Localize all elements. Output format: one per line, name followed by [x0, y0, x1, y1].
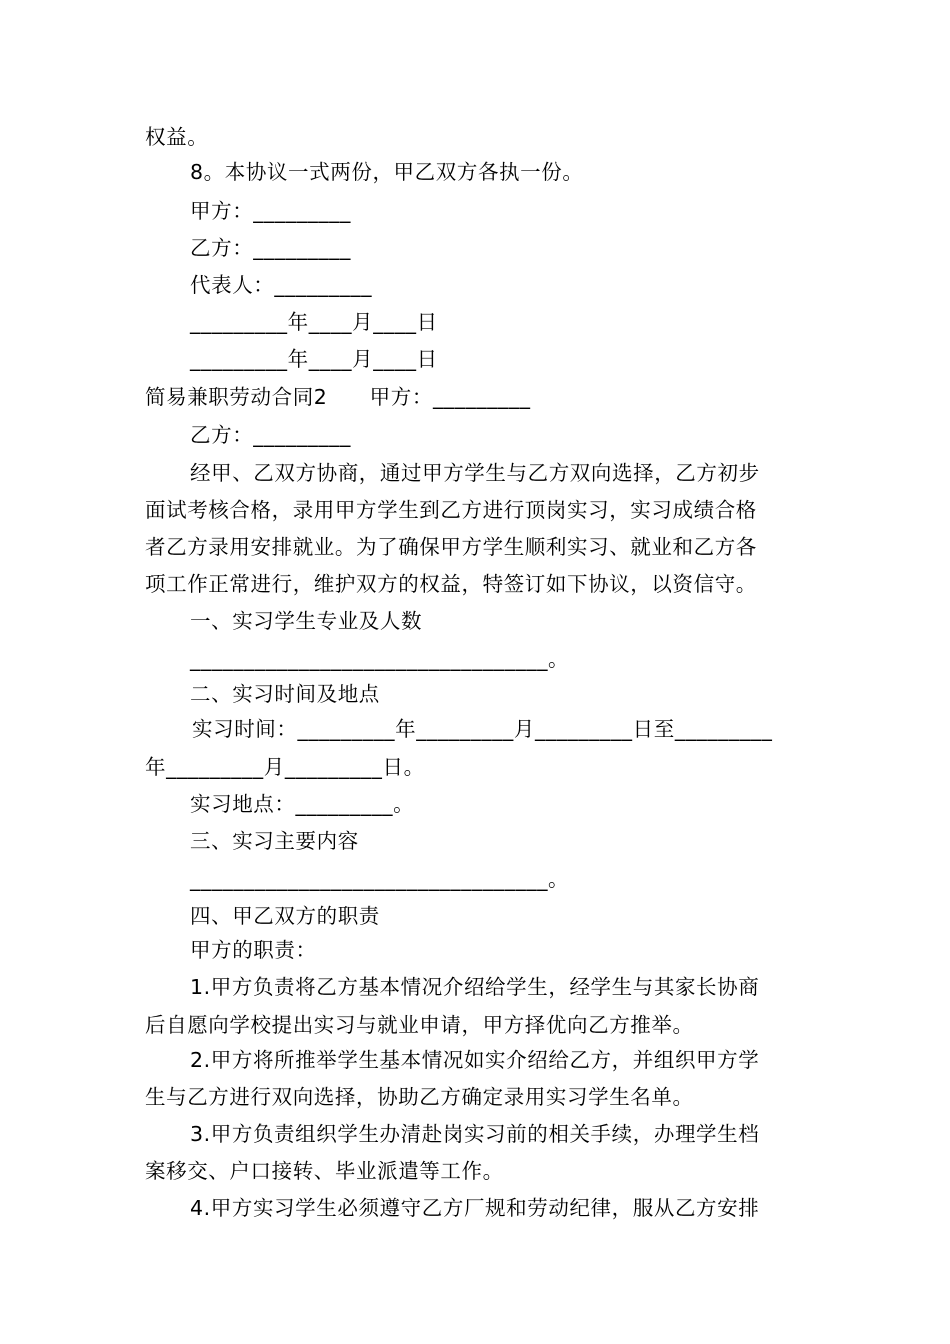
paragraph-line: 生与乙方进行双向选择，协助乙方确定录用实习学生名单。 [145, 1085, 694, 1109]
paragraph-line: 案移交、户口接转、毕业派遣等工作。 [145, 1159, 504, 1183]
section-heading: 三、实习主要内容 [190, 829, 359, 853]
paragraph-line: 3.甲方负责组织学生办清赴岗实习前的相关手续，办理学生档 [190, 1122, 760, 1146]
sub-heading: 甲方的职责： [190, 938, 317, 962]
internship-location: 实习地点：_________。 [190, 792, 415, 816]
internship-time: 实习时间：_________年_________月_________日至_________ [192, 717, 773, 741]
contract-title: 简易兼职劳动合同2 甲方：_________ [145, 385, 531, 409]
section-heading: 四、甲乙双方的职责 [190, 904, 380, 928]
blank-line: _________________________________。 [190, 867, 570, 891]
signature-party-a: 甲方：_________ [190, 199, 351, 223]
paragraph-line: 项工作正常进行，维护双方的权益，特签订如下协议，以资信守。 [145, 572, 757, 596]
paragraph-line: 2.甲方将所推举学生基本情况如实介绍给乙方，并组织甲方学 [190, 1048, 760, 1072]
section-heading: 一、实习学生专业及人数 [190, 609, 423, 633]
text-line: 8。本协议一式两份，甲乙双方各执一份。 [190, 160, 584, 184]
internship-time-cont: 年_________月_________日。 [145, 755, 425, 779]
date-line: _________年____月____日 [190, 347, 438, 371]
blank-line: _________________________________。 [190, 647, 570, 671]
date-line: _________年____月____日 [190, 310, 438, 334]
signature-party-b: 乙方：_________ [190, 236, 351, 260]
text-line: 权益。 [145, 125, 209, 149]
paragraph-line: 4.甲方实习学生必须遵守乙方厂规和劳动纪律，服从乙方安排 [190, 1196, 760, 1220]
paragraph-line: 者乙方录用安排就业。为了确保甲方学生顺利实习、就业和乙方各 [145, 535, 757, 559]
paragraph-line: 后自愿向学校提出实习与就业申请，甲方择优向乙方推举。 [145, 1013, 694, 1037]
section-heading: 二、实习时间及地点 [190, 682, 380, 706]
paragraph-line: 1.甲方负责将乙方基本情况介绍给学生，经学生与其家长协商 [190, 975, 760, 999]
paragraph-line: 经甲、乙双方协商，通过甲方学生与乙方双向选择，乙方初步 [190, 461, 760, 485]
signature-representative: 代表人：_________ [190, 273, 373, 297]
party-b-field: 乙方：_________ [190, 423, 351, 447]
paragraph-line: 面试考核合格，录用甲方学生到乙方进行顶岗实习，实习成绩合格 [145, 498, 757, 522]
